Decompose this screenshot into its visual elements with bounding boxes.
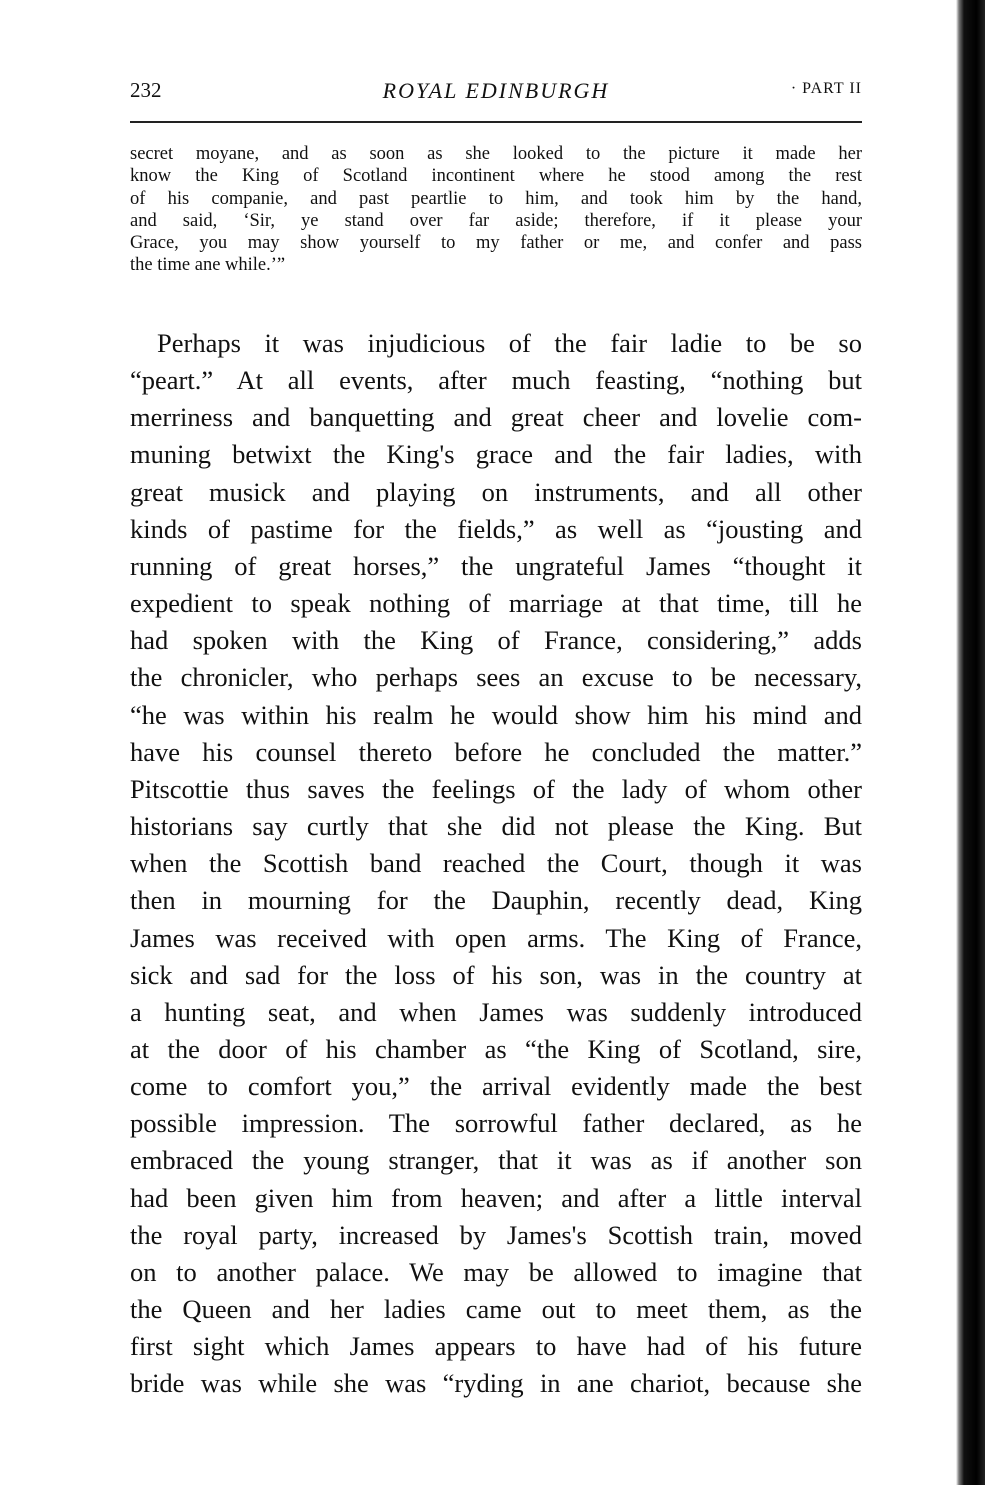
- text-line: Perhaps it was injudicious of the fair ladie to be so: [157, 328, 862, 358]
- text-line: had been given him from heaven; and after a little interval: [130, 1182, 862, 1213]
- body-paragraph: [130, 325, 862, 1403]
- running-header: [130, 78, 862, 108]
- text-line: the chronicler, who perhaps sees an excuse to be necessary,: [130, 662, 862, 693]
- part-label: · PART II: [790, 80, 862, 97]
- scan-margin: [985, 0, 1000, 1485]
- text-line: had spoken with the King of France, considering,” adds: [130, 625, 862, 656]
- text-line: sick and sad for the loss of his son, was in the country at: [130, 959, 862, 990]
- text-line: muning betwixt the King's grace and the fair ladies, with: [130, 439, 862, 470]
- text-line: a hunting seat, and when James was suddenly introduced: [130, 996, 862, 1027]
- text-line: first sight which James appears to have had of his future: [130, 1331, 862, 1362]
- text-line: of his companie, and past peartlie to him, and took him by the hand,: [130, 188, 862, 209]
- text-line: running of great horses,” the ungrateful James “thought it: [130, 550, 862, 581]
- text-line: embraced the young stranger, that it was as if another son: [130, 1145, 862, 1176]
- text-line: Pitscottie thus saves the feelings of the lady of whom other: [130, 773, 862, 804]
- text-line: secret moyane, and as soon as she looked to the picture it made her: [130, 144, 862, 164]
- text-line: have his counsel thereto before he concluded the matter.”: [130, 736, 862, 767]
- text-line: historians say curtly that she did not please the King. But: [130, 811, 862, 842]
- text-line: “peart.” At all events, after much feasting, “nothing but: [130, 365, 862, 396]
- text-line: expedient to speak nothing of marriage at that time, till he: [130, 588, 862, 619]
- text-line: “he was within his realm he would show him his mind and: [130, 699, 862, 730]
- text-line: bride was while she was “ryding in ane chariot, because she: [130, 1368, 862, 1399]
- text-line: on to another palace. We may be allowed to imagine that: [130, 1256, 862, 1287]
- quoted-passage: [130, 143, 862, 277]
- text-line: possible impression. The sorrowful father declared, as he: [130, 1108, 862, 1139]
- text-line: merriness and banquetting and great cheer and lovelie com-: [130, 402, 862, 433]
- running-title: ROYAL EDINBURGH: [382, 78, 610, 103]
- text-line: great musick and playing on instruments, and all other: [130, 476, 862, 507]
- text-line: the time ane while.’”: [130, 255, 286, 276]
- header-rule: [130, 121, 862, 123]
- page-number: 232: [130, 78, 162, 102]
- text-line: James was received with open arms. The King of France,: [130, 922, 862, 953]
- text-line: the royal party, increased by James's Scottish train, moved: [130, 1219, 862, 1250]
- text-line: at the door of his chamber as “the King of Scotland, sire,: [130, 1033, 862, 1064]
- text-line: and said, ‘Sir, ye stand over far aside; therefore, if it please your: [130, 210, 862, 231]
- text-line: know the King of Scotland incontinent where he stood among the rest: [130, 166, 862, 187]
- text-line: then in mourning for the Dauphin, recently dead, King: [130, 885, 862, 916]
- text-line: the Queen and her ladies came out to meet them, as the: [130, 1294, 862, 1325]
- text-line: Grace, you may show yourself to my father or me, and confer and pass: [130, 233, 862, 254]
- text-line: come to comfort you,” the arrival evidently made the best: [130, 1071, 862, 1102]
- text-line: when the Scottish band reached the Court, though it was: [130, 848, 862, 879]
- text-line: kinds of pastime for the fields,” as well as “jousting and: [130, 513, 862, 544]
